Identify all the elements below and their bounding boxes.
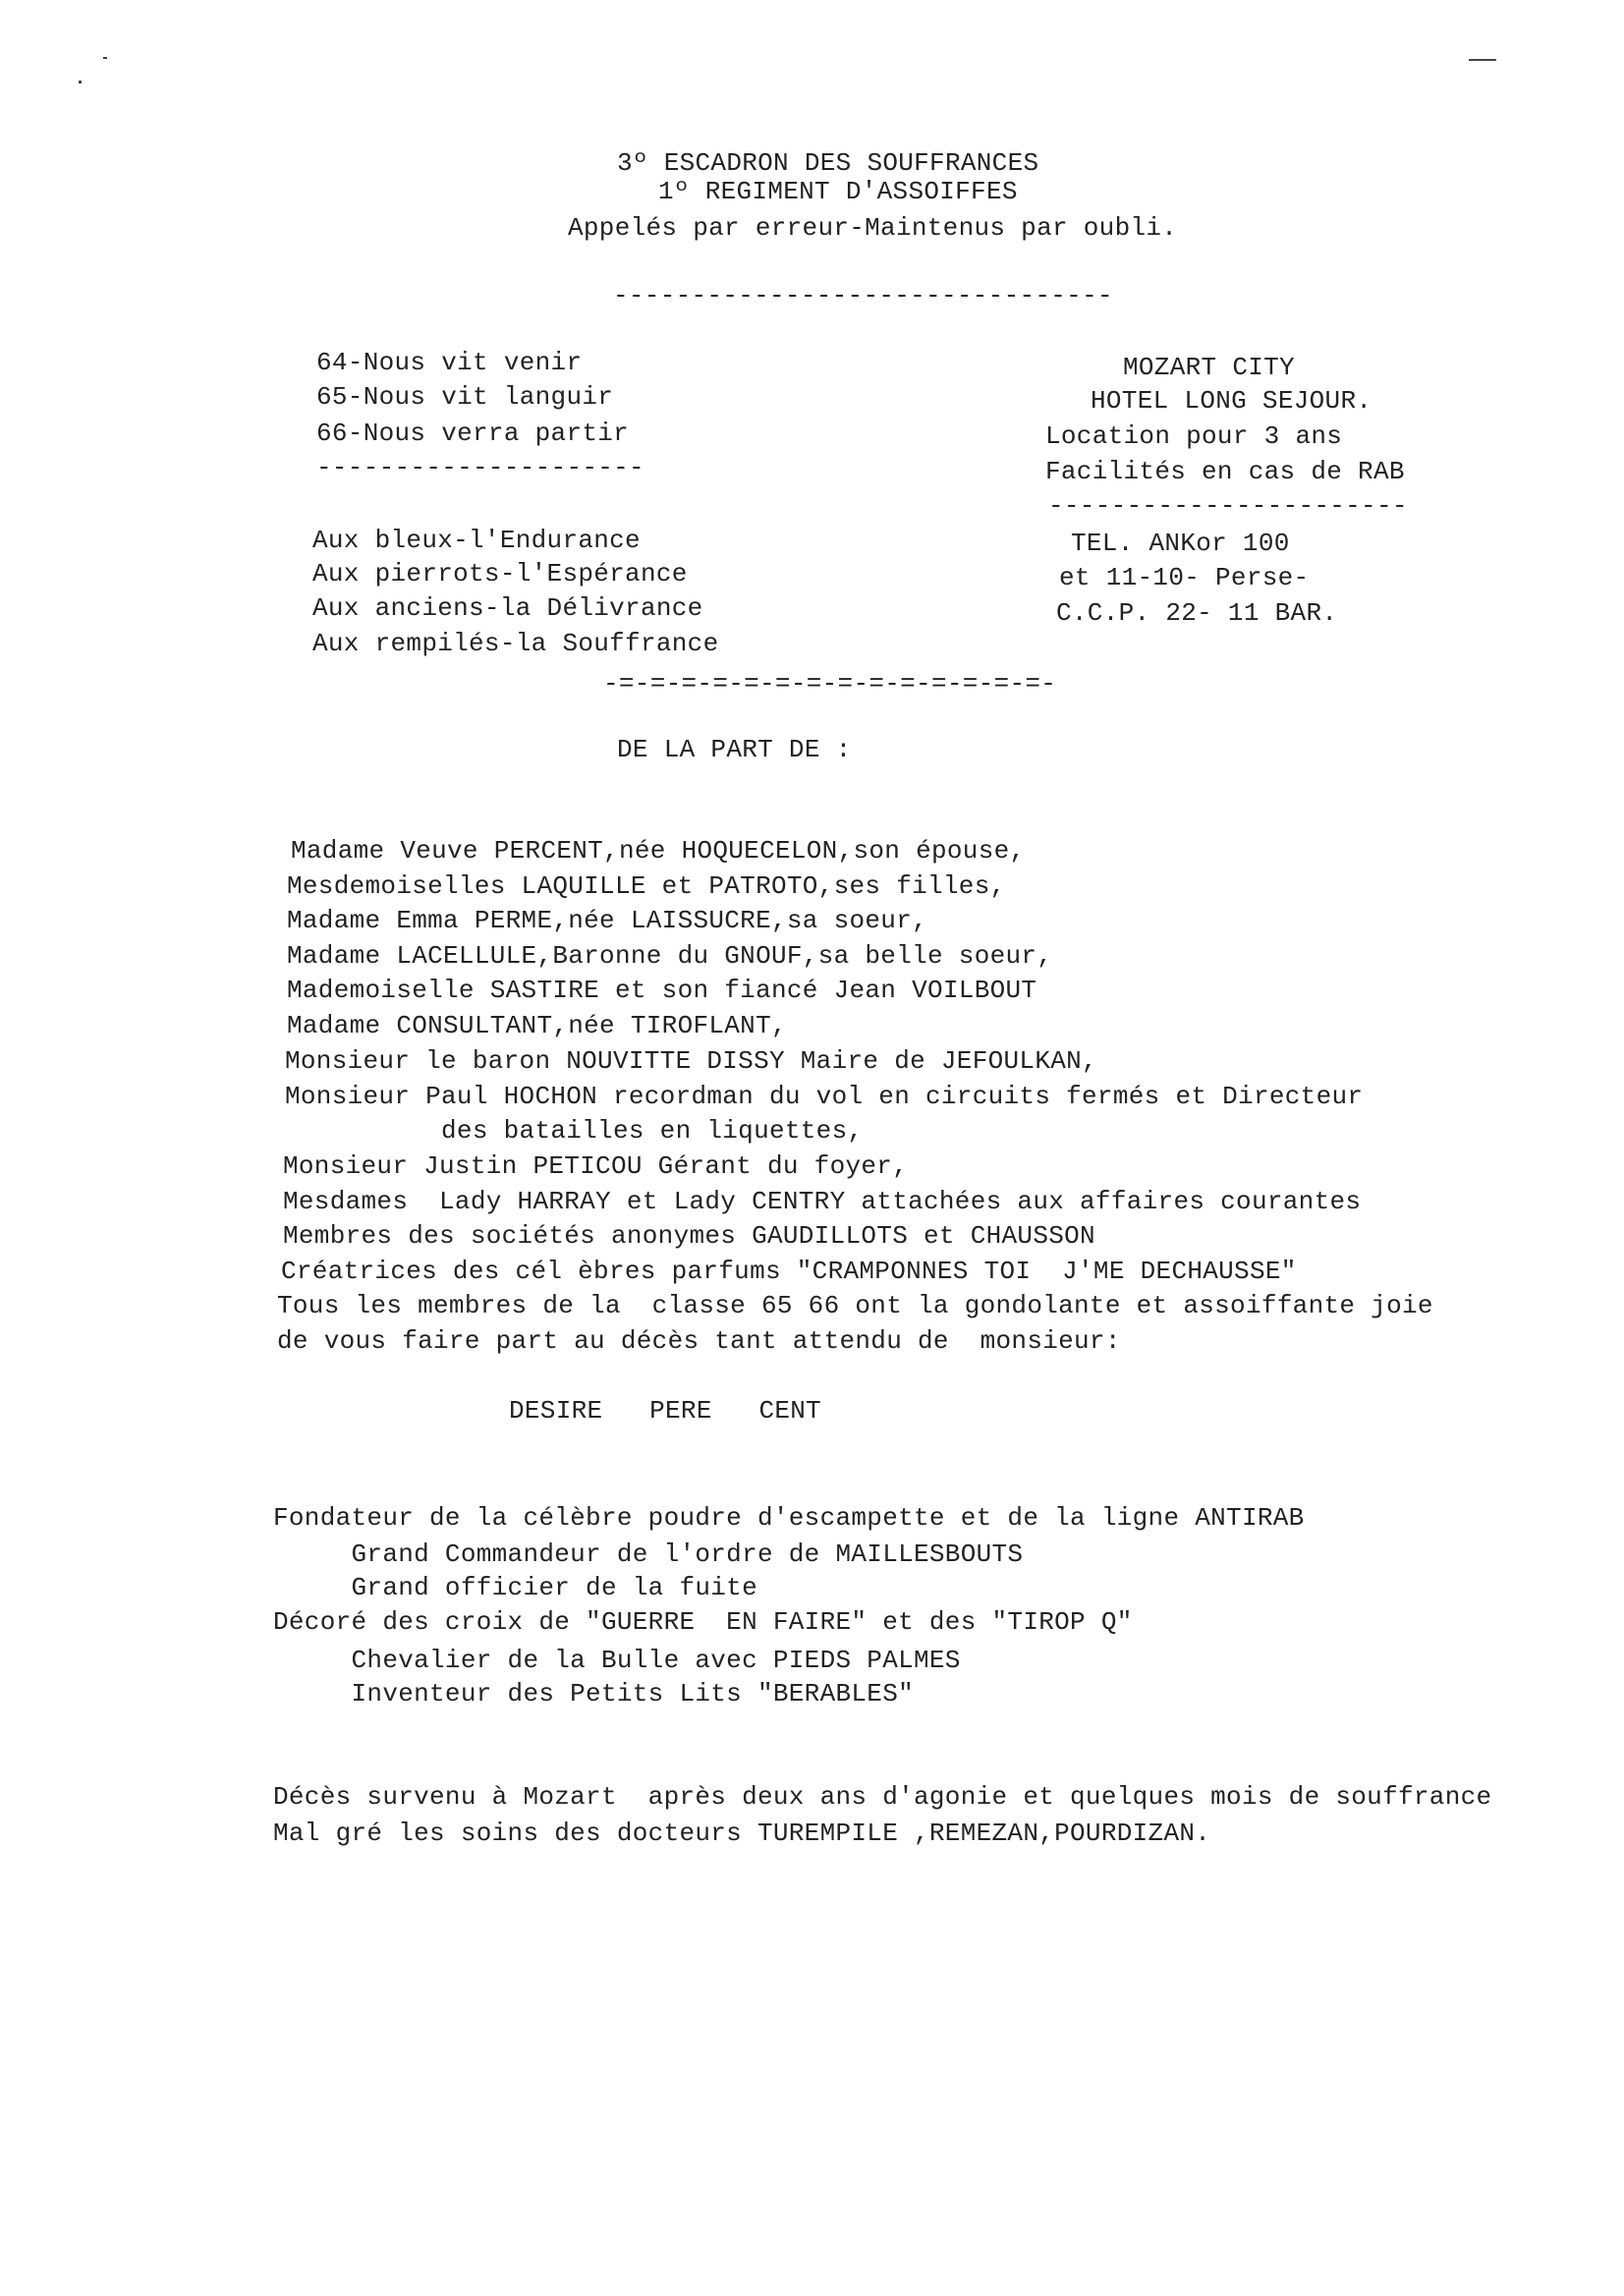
family-line: Madame Veuve PERCENT,née HOQUECELON,son épouse, — [291, 836, 1026, 866]
motto-1: Aux bleux-l'Endurance — [312, 526, 641, 555]
title-line: Grand officier de la fuite — [273, 1573, 757, 1602]
title-line: Inventeur des Petits Lits "BERABLES" — [273, 1679, 915, 1708]
scan-speck — [79, 81, 82, 84]
divider-rule: -=-=-=-=-=-=-=-=-=-=-=-=-=-=- — [603, 669, 1057, 699]
left-line-1: 64-Nous vit venir — [316, 348, 583, 377]
right-line-2: HOTEL LONG SEJOUR. — [1091, 386, 1372, 416]
right-line-4: Facilités en cas de RAB — [1045, 457, 1405, 486]
family-line: Monsieur le baron NOUVITTE DISSY Maire de JEFOULKAN, — [285, 1046, 1097, 1076]
scan-speck — [1469, 59, 1496, 61]
right-rule: ----------------------- — [1048, 491, 1408, 521]
header-line-3: Appelés par erreur-Maintenus par oubli. — [568, 213, 1178, 243]
title-line: Grand Commandeur de l'ordre de MAILLESBOUTS — [273, 1540, 1024, 1569]
scan-speck — [103, 57, 107, 59]
motto-2: Aux pierrots-l'Espérance — [312, 559, 688, 588]
deceased-name: DESIRE PERE CENT — [509, 1396, 822, 1426]
closing-line: Mal gré les soins des docteurs TUREMPILE ,REMEZAN,POURDIZAN. — [273, 1819, 1211, 1848]
family-line: Monsieur Paul HOCHON recordman du vol en circuits fermés et Directeur — [285, 1082, 1364, 1111]
contact-line-1: TEL. ANKor 100 — [1071, 529, 1290, 558]
title-line: Chevalier de la Bulle avec PIEDS PALMES — [273, 1646, 961, 1675]
family-line: Madame CONSULTANT,née TIROFLANT, — [287, 1011, 787, 1040]
family-line: Mademoiselle SASTIRE et son fiancé Jean VOILBOUT — [287, 976, 1037, 1005]
family-line: Madame Emma PERME,née LAISSUCRE,sa soeur, — [287, 906, 928, 935]
left-line-2: 65-Nous vit languir — [316, 382, 614, 412]
motto-3: Aux anciens-la Délivrance — [312, 593, 703, 623]
motto-4: Aux rempilés-la Souffrance — [312, 629, 719, 658]
de-la-part: DE LA PART DE : — [617, 735, 852, 764]
contact-line-2: et 11-10- Perse- — [1059, 563, 1310, 592]
family-line: Mesdames Lady HARRAY et Lady CENTRY attachées aux affaires courantes — [283, 1187, 1362, 1216]
family-line: de vous faire part au décès tant attendu de monsieur: — [277, 1326, 1121, 1356]
left-line-3: 66-Nous verra partir — [316, 419, 630, 448]
family-line: Monsieur Justin PETICOU Gérant du foyer, — [283, 1151, 909, 1181]
title-line: Décoré des croix de "GUERRE EN FAIRE" et des "TIROP Q" — [273, 1607, 1133, 1637]
right-line-3: Location pour 3 ans — [1045, 421, 1343, 451]
contact-line-3: C.C.P. 22- 11 BAR. — [1056, 598, 1338, 628]
family-line: Mesdemoiselles LAQUILLE et PATROTO,ses filles, — [287, 871, 1006, 901]
family-line: Membres des sociétés anonymes GAUDILLOTS et CHAUSSON — [283, 1221, 1095, 1251]
right-line-1: MOZART CITY — [1123, 353, 1295, 382]
family-line: des batailles en liquettes, — [285, 1116, 864, 1146]
closing-line: Décès survenu à Mozart après deux ans d'agonie et quelques mois de souffrance — [273, 1782, 1492, 1812]
header-line-2: 1º REGIMENT D'ASSOIFFES — [658, 177, 1018, 206]
title-line: Fondateur de la célèbre poudre d'escampette et de la ligne ANTIRAB — [273, 1503, 1305, 1533]
family-line: Créatrices des cél èbres parfums "CRAMPONNES TOI J'ME DECHAUSSE" — [281, 1257, 1297, 1286]
header-line-1: 3º ESCADRON DES SOUFFRANCES — [617, 148, 1039, 178]
header-rule: -------------------------------- — [613, 281, 1113, 310]
left-rule: --------------------- — [316, 453, 644, 482]
family-line: Madame LACELLULE,Baronne du GNOUF,sa belle soeur, — [287, 941, 1053, 971]
family-line: Tous les membres de la classe 65 66 ont la gondolante et assoiffante joie — [277, 1291, 1433, 1320]
